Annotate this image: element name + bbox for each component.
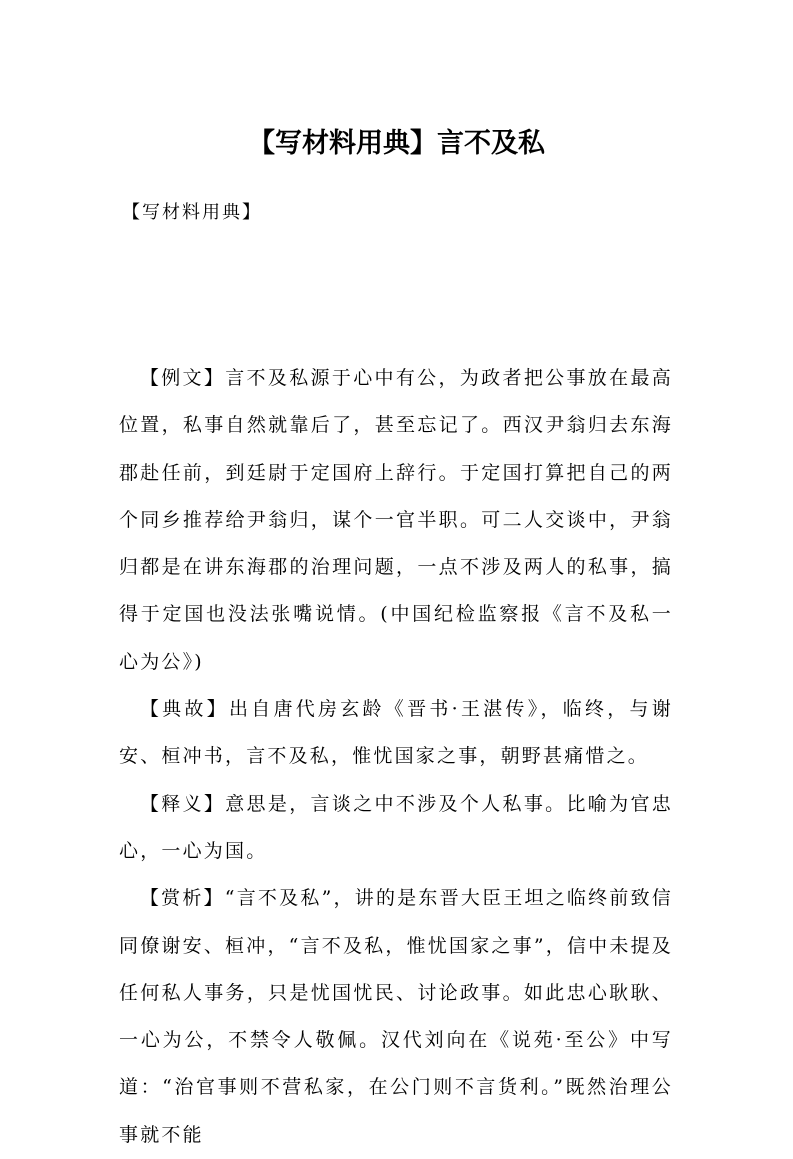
paragraph-label: 【释义】 [139, 792, 226, 815]
paragraph-text: 意思是，言谈之中不涉及个人私事。比喻为官忠心，一心为国。 [119, 792, 673, 862]
category-label: 【写材料用典】 [122, 202, 262, 223]
paragraph-label: 【典故】 [139, 698, 229, 721]
paragraph-text: 出自唐代房玄龄《晋书·王湛传》，临终，与谢安、桓冲书，言不及私，惟忧国家之事，朝野甚痛惜之。 [119, 698, 673, 768]
document-title: 【写材料用典】言不及私 [248, 128, 545, 159]
paragraph-label: 【例文】 [139, 367, 226, 389]
paragraph-appreciation [119, 875, 673, 1159]
paragraph-text: “言不及私”，讲的是东晋大臣王坦之临终前致信同僚谢安、桓冲，“言不及私，惟忧国家之事”，信中未提及任何私人事务，只是忧国忧民、讨论政事。如此忠心耿耿、一心为公，不禁令人敬佩。汉代刘向在《说苑·至公》中写道：“治官事则不营私家，在公门则不言货利。”既然治理公事就不能 [119, 887, 674, 1146]
paragraph-example [119, 355, 673, 686]
paragraph-text: 言不及私源于心中有公，为政者把公事放在最高位置，私事自然就靠后了，甚至忘记了。西汉尹翁归去东海郡赴任前，到廷尉于定国府上辞行。于定国打算把自己的两个同乡推荐给尹翁归，谋个一官半职。可二人交谈中，尹翁归都是在讲东海郡的治理问题，一点不涉及两人的私事，搞得于定国也没法张嘴说情。(中国纪检监察报《言不及私一心为公》) [119, 367, 673, 673]
paragraph-label: 【赏析】 [139, 887, 225, 910]
paragraph-allusion [119, 686, 673, 781]
document-body [119, 355, 673, 1159]
paragraph-explanation [119, 781, 673, 876]
